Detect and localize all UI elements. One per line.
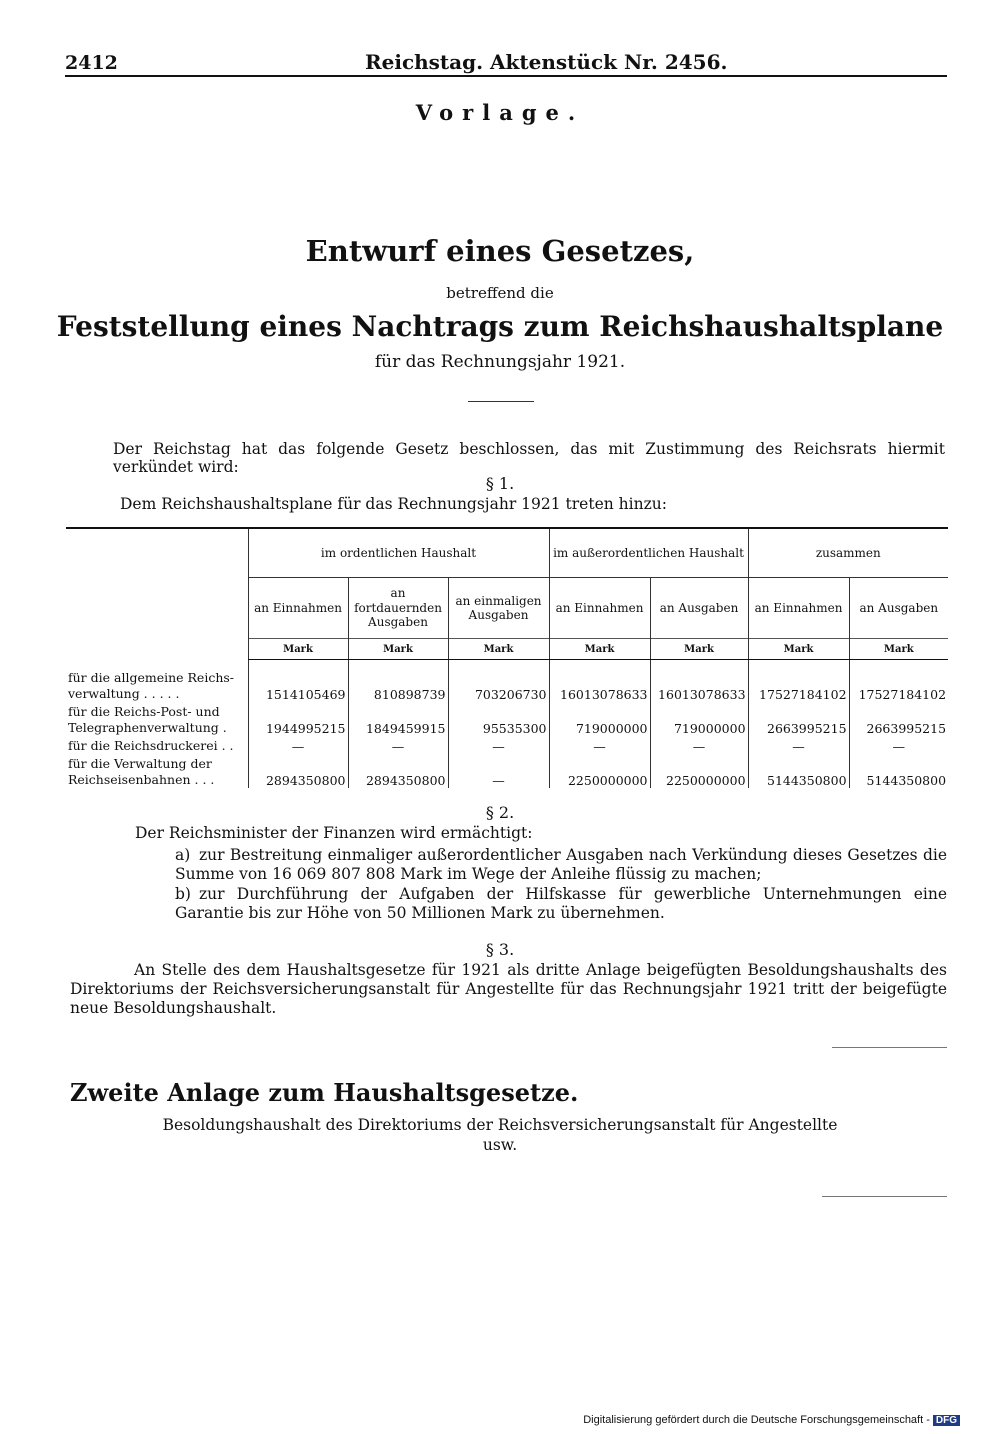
title-sub: für das Rechnungsjahr 1921.	[374, 352, 626, 372]
row-label-line2: verwaltung . . . . .	[68, 686, 180, 701]
row-label-line1: für die Verwaltung der	[68, 756, 212, 771]
table-cell: —	[849, 736, 948, 754]
row-label	[66, 754, 248, 788]
enactment-clause: Der Reichstag hat das folgende Gesetz beschlossen, das mit Zustimmung des Reichsrats hiermit verkündet wird:	[113, 440, 945, 476]
group-ordentlich: im ordentlichen Haushalt	[248, 528, 549, 578]
budget-table	[66, 527, 948, 788]
col-header: an Einnahmen	[549, 578, 650, 639]
table-cell: 2250000000	[650, 754, 748, 788]
table-cell: —	[650, 736, 748, 754]
title-entwurf: Entwurf eines Gesetzes,	[305, 234, 695, 268]
table-cell: 2663995215	[849, 702, 948, 736]
title-betreffend: betreffend die	[446, 284, 554, 302]
group-ausserordentlich: im außerordentlichen Haushalt	[549, 528, 748, 578]
header-rule	[65, 75, 947, 77]
table-row	[66, 754, 948, 788]
table-cell: 95535300	[448, 702, 549, 736]
table-cell: 17527184102	[748, 660, 849, 703]
col-header: an Einnahmen	[748, 578, 849, 639]
funding-footer	[583, 1414, 960, 1426]
row-label-line2: Reichseisenbahnen . . .	[68, 772, 215, 787]
unit-label: Mark	[748, 639, 849, 660]
table-row	[66, 736, 948, 754]
table-cell: 2894350800	[348, 754, 448, 788]
table-cell: 5144350800	[748, 754, 849, 788]
unit-label: Mark	[849, 639, 948, 660]
table-cell: 1849459915	[348, 702, 448, 736]
table-row	[66, 660, 948, 703]
table-cell: —	[748, 736, 849, 754]
vorlage-heading: Vorlage.	[415, 100, 585, 125]
table-cell: 703206730	[448, 660, 549, 703]
col-header: an einmaligen Ausgaben	[448, 578, 549, 639]
footer-text: Digitalisierung gefördert durch die Deutsche Forschungsgemeinschaft -	[583, 1414, 930, 1426]
section-2-lead: Der Reichsminister der Finanzen wird ermächtigt:	[135, 824, 533, 842]
table-cell: —	[448, 736, 549, 754]
col-header: an Einnahmen	[248, 578, 348, 639]
stub-header	[66, 528, 248, 660]
unit-label: Mark	[650, 639, 748, 660]
row-label-line1: für die allgemeine Reichs-	[68, 670, 235, 685]
table-cell: 17527184102	[849, 660, 948, 703]
title-main: Feststellung eines Nachtrags zum Reichshaushaltsplane	[56, 310, 944, 343]
table-cell: 1944995215	[248, 702, 348, 736]
table-cell: 2894350800	[248, 754, 348, 788]
table-cell: —	[348, 736, 448, 754]
table-cell: 719000000	[650, 702, 748, 736]
section-1-heading: § 1.	[485, 474, 515, 493]
table-cell: 16013078633	[549, 660, 650, 703]
table-cell: —	[448, 754, 549, 788]
table-cell: 2250000000	[549, 754, 650, 788]
col-header: an Ausgaben	[650, 578, 748, 639]
table-cell: 16013078633	[650, 660, 748, 703]
group-zusammen: zusammen	[748, 528, 948, 578]
unit-label: Mark	[549, 639, 650, 660]
row-label: für die Reichsdruckerei . .	[68, 738, 234, 753]
zweite-anlage-line1: Besoldungshaushalt des Direktoriums der Reichsversicherungsanstalt für Angestellte	[162, 1116, 838, 1134]
row-label-line2: Telegraphenverwaltung .	[68, 720, 227, 735]
title-divider	[468, 401, 534, 402]
dfg-logo: DFG	[933, 1415, 960, 1426]
table-cell: 1514105469	[248, 660, 348, 703]
item-b-label: b)	[175, 885, 191, 903]
row-label-line1: für die Reichs-Post- und	[68, 704, 220, 719]
section-divider	[832, 1047, 947, 1048]
row-label	[66, 660, 248, 703]
section-2-heading: § 2.	[485, 803, 515, 822]
unit-label: Mark	[248, 639, 348, 660]
item-a-label: a)	[175, 846, 191, 864]
unit-label: Mark	[348, 639, 448, 660]
table-cell: 2663995215	[748, 702, 849, 736]
row-label	[66, 702, 248, 736]
running-head: Reichstag. Aktenstück Nr. 2456.	[365, 50, 728, 74]
section-1-lead: Dem Reichshaushaltsplane für das Rechnungsjahr 1921 treten hinzu:	[120, 495, 667, 513]
page-number: 2412	[65, 52, 118, 74]
table-row	[66, 702, 948, 736]
zweite-anlage-subtitle	[0, 1115, 1000, 1155]
table-cell: —	[549, 736, 650, 754]
item-b-text: zur Durchführung der Aufgaben der Hilfskasse für gewerbliche Unternehmungen eine Garantie bis zur Höhe von 50 Millionen Mark zu übernehmen.	[175, 885, 947, 922]
col-header: an fortdauernden Ausgaben	[348, 578, 448, 639]
section-3-heading: § 3.	[485, 940, 515, 959]
section-2-item-a	[175, 846, 947, 884]
end-divider	[822, 1196, 947, 1197]
table-cell: 719000000	[549, 702, 650, 736]
section-3-text: An Stelle des dem Haushaltsgesetze für 1921 als dritte Anlage beigefügten Besoldungshaushalts des Direktoriums der Reichsversicherungsanstalt für Angestellte für das Rechnungsjahr 1921 tritt der beigefügte neue Besoldungshaushalt.	[70, 961, 947, 1017]
unit-label: Mark	[448, 639, 549, 660]
zweite-anlage-line2: usw.	[482, 1136, 518, 1154]
zweite-anlage-title: Zweite Anlage zum Haushaltsgesetze.	[70, 1078, 579, 1107]
col-header: an Ausgaben	[849, 578, 948, 639]
table-cell: 810898739	[348, 660, 448, 703]
item-a-text: zur Bestreitung einmaliger außerordentlicher Ausgaben nach Verkündung dieses Gesetzes die Summe von 16 069 807 808 Mark im Wege der Anleihe flüssig zu machen;	[175, 846, 947, 883]
section-2-item-b	[175, 885, 947, 923]
table-cell: 5144350800	[849, 754, 948, 788]
table-cell: —	[248, 736, 348, 754]
